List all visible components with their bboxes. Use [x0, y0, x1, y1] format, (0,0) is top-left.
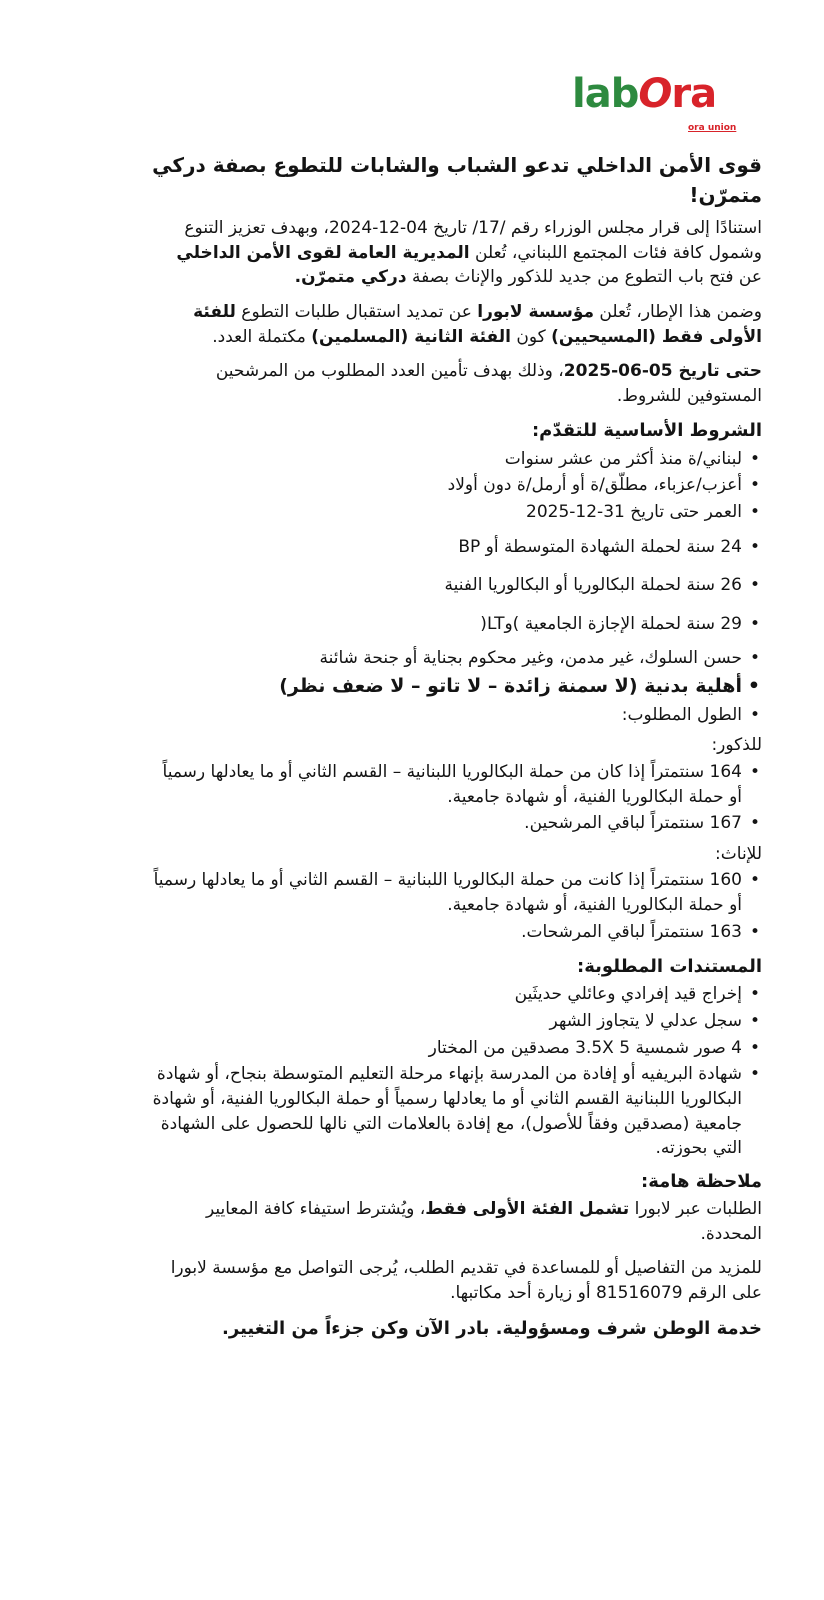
list-item: • 24 سنة لحملة الشهادة المتوسطة أو BP: [152, 535, 762, 560]
intro-paragraph: استنادًا إلى قرار مجلس الوزراء رقم /17/ تاريخ 04-12-2024، وبهدف تعزيز التنوع وشمول كافة فئات المجتمع اللبناني، تُعلن المديرية العامة لقوى الأمن الداخلي عن فتح باب التطوع من جديد للذكور والإناث بصفة دركي متمرّن.: [176, 218, 762, 288]
flyer-content: [152, 150, 762, 1342]
list-item: • سجل عدلي لا يتجاوز الشهر: [152, 1009, 762, 1034]
labora-logo: [572, 71, 752, 146]
logo-wordmark: labOra: [572, 71, 717, 117]
framework-paragraph: وضمن هذا الإطار، تُعلن مؤسسة لابورا عن تمديد استقبال طلبات التطوع للفئة الأولى فقط (المسيحيين) كون الفئة الثانية (المسلمين) مكتملة العدد.: [193, 301, 762, 347]
list-item: • 167 سنتمتراً لباقي المرشحين.: [152, 811, 762, 836]
conditions-heading: الشروط الأساسية للتقدّم:: [531, 420, 762, 442]
list-item: • 29 سنة لحملة الإجازة الجامعية )وLT(: [152, 612, 762, 637]
list-item: • 163 سنتمتراً لباقي المرشحات.: [152, 920, 762, 945]
list-item: • 160 سنتمتراً إذا كانت من حملة البكالوريا اللبنانية – القسم الثاني أو ما يعادلها رسمياً أو حملة البكالوريا الفنية، أو شهادة جامعية.: [152, 868, 762, 917]
logo-tagline: ora union: [688, 123, 737, 133]
list-item: • لبناني/ة منذ أكثر من عشر سنوات: [152, 447, 762, 472]
list-item: • شهادة البريفيه أو إفادة من المدرسة بإنهاء مرحلة التعليم المتوسطة بنجاح، أو شهادة البكالوريا اللبنانية القسم الثاني أو ما يعادلها رسمياً أو حملة البكالوريا الفنية، أو شهادة جامعية (مصدقين وفقاً للأصول)، مع إفادة بالعلامات التي نالها للحصول على الشهادة التي بحوزته.: [152, 1062, 762, 1161]
page-title: قوى الأمن الداخلي تدعو الشباب والشابات للتطوع بصفة دركي متمرّن!: [152, 153, 762, 207]
deadline-paragraph: حتى تاريخ 05-06-2025، وذلك بهدف تأمين العدد المطلوب من المرشحين المستوفين للشروط.: [215, 361, 762, 406]
list-item: • حسن السلوك، غير مدمن، وغير محكوم بجناية أو جنحة شائنة: [152, 646, 762, 671]
list-item: • العمر حتى تاريخ 31-12-2025: [152, 500, 762, 525]
female-height-list: [152, 868, 762, 944]
documents-list: [152, 982, 762, 1160]
list-item: • أهلية بدنية (لا سمنة زائدة – لا تاتو – لا ضعف نظر): [152, 673, 762, 701]
conditions-list: [152, 447, 762, 525]
list-item: • أعزب/عزباء، مطلّق/ة أو أرمل/ة دون أولاد: [152, 473, 762, 498]
note-paragraph: الطلبات عبر لابورا تشمل الفئة الأولى فقط، ويُشترط استيفاء كافة المعايير المحددة.: [205, 1199, 762, 1244]
list-item: • الطول المطلوب:: [152, 703, 762, 728]
list-item: • 4 صور شمسية 5 3.5X مصدقين من المختار: [152, 1036, 762, 1061]
age-limits-list: [152, 535, 762, 637]
conditions-list-2: [152, 646, 762, 727]
female-label: للإناث:: [715, 843, 762, 864]
list-item: • 164 سنتمتراً إذا كان من حملة البكالوريا اللبنانية – القسم الثاني أو ما يعادلها رسمياً أو حملة البكالوريا الفنية، أو شهادة جامعية.: [152, 760, 762, 809]
note-heading: ملاحظة هامة:: [641, 1170, 762, 1192]
list-item: • إخراج قيد إفرادي وعائلي حديثَين: [152, 982, 762, 1007]
documents-heading: المستندات المطلوبة:: [577, 956, 762, 978]
contact-paragraph: للمزيد من التفاصيل أو للمساعدة في تقديم الطلب، يُرجى التواصل مع مؤسسة لابورا على الرقم 81516079 أو زيارة أحد مكاتبها.: [170, 1258, 762, 1303]
male-height-list: [152, 760, 762, 836]
list-item: • 26 سنة لحملة البكالوريا أو البكالوريا الفنية: [152, 573, 762, 598]
closing-line: خدمة الوطن شرف ومسؤولية. بادر الآن وكن جزءاً من التغيير.: [222, 1317, 762, 1339]
male-label: للذكور:: [711, 735, 762, 756]
